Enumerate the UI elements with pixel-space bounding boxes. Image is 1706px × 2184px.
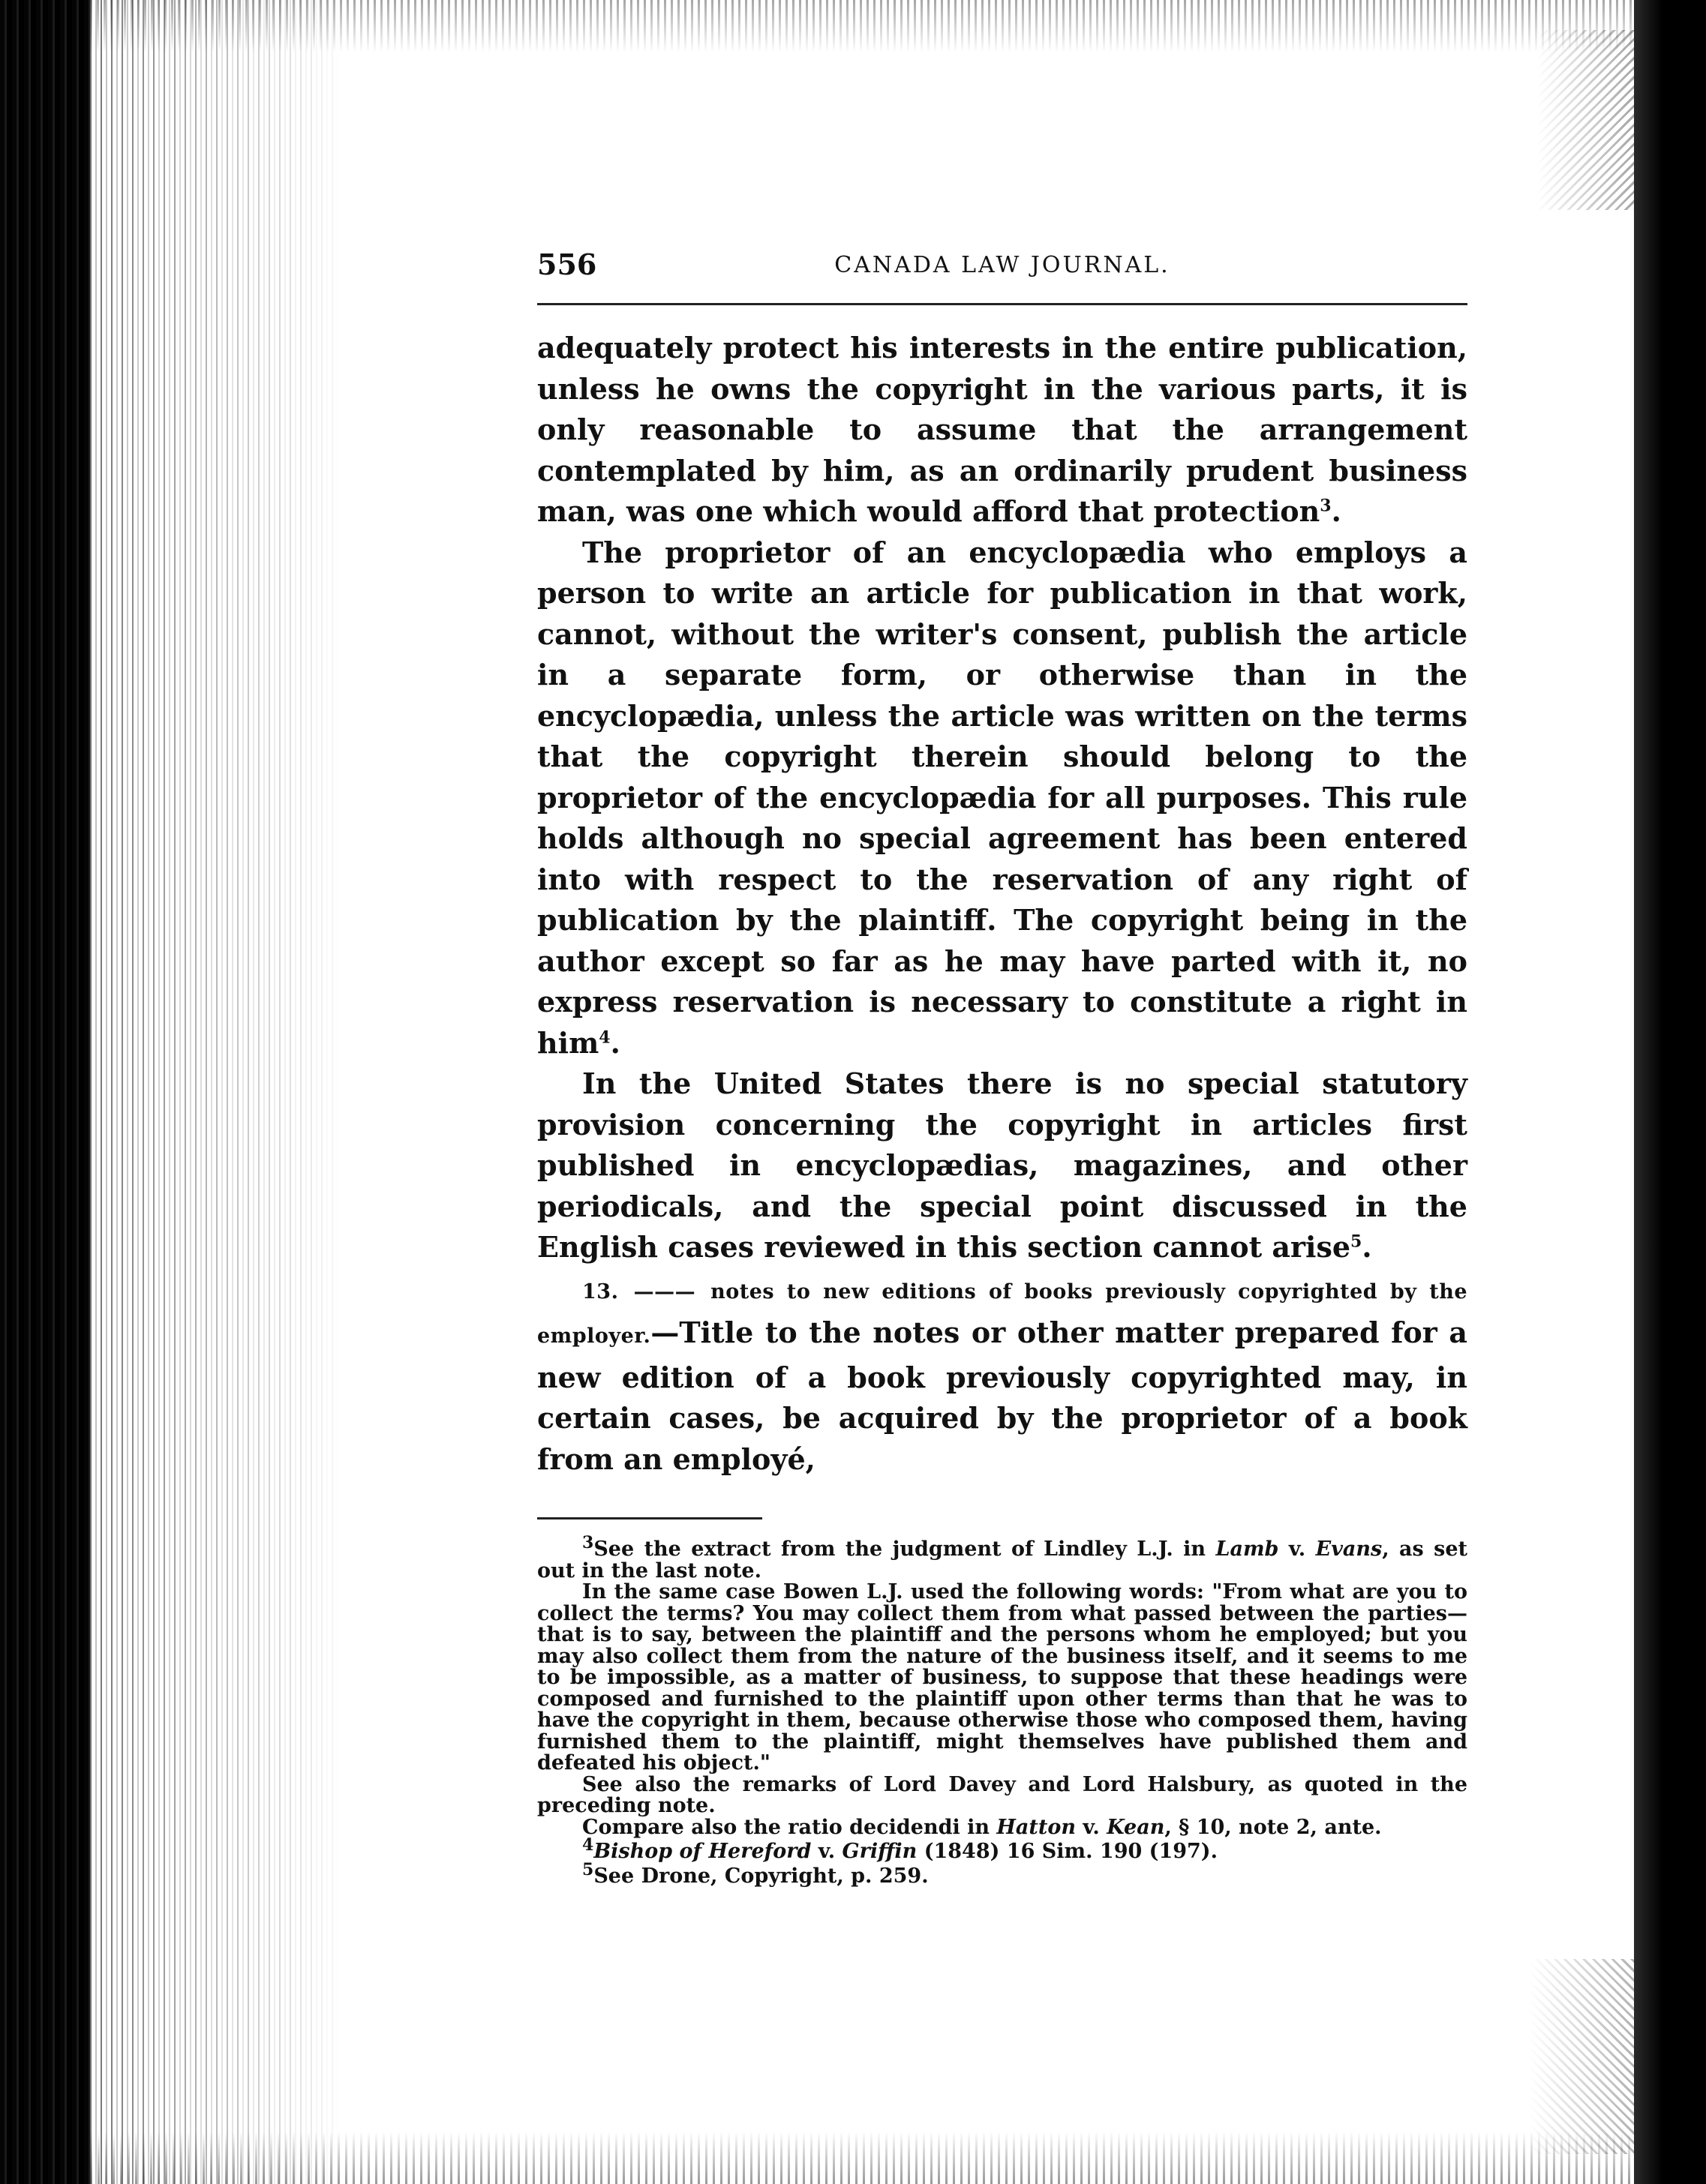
scan-right-border [1634,0,1706,2184]
footnote-ref-3: 3 [1320,496,1332,516]
section-number: 13. [582,1280,619,1304]
footnote-5-mark: 5 [582,1859,594,1880]
footnote-4-v: v. [811,1840,842,1863]
scan-binding-shadow [0,0,90,2184]
section-text: —Title to the notes or other matter prepared for a new edition of a book previously copyrighted may, in certain cases, be acquired by the proprietor of a book from an employé, [537,1316,1467,1476]
footnotes [537,1533,1467,1888]
scan-corner-bottom-noise [1529,1959,1634,2154]
header-rule [537,303,1467,305]
footnote-3-case2: Evans [1315,1538,1383,1561]
footnote-4-case: Bishop of Hereford [593,1840,812,1863]
footnote-3-v: v. [1278,1538,1316,1561]
footnote-4-text: (1848) 16 Sim. 190 (197). [917,1840,1218,1863]
footnote-4 [537,1835,1467,1863]
running-head [537,248,1467,290]
scan-corner-noise [1536,30,1634,210]
paragraph-3-text: In the United States there is no special statutory provision concerning the copyright in articles first published in encyclopædias, magazines, and other periodicals, and the special point discussed in the English cases reviewed in this section cannot arise [537,1066,1467,1264]
paragraph-1: adequately protect his interests in the entire publication, unless he owns the copyright in the various parts, it is only reasonable to assume that the arrangement contemplated by him, as an ordinarily prudent business man, was one which would afford that protection$^3$. [537,331,1467,528]
footnote-rule [537,1517,762,1520]
footnote-3-para-4-v: v. [1076,1815,1107,1839]
footnote-3-para-4-text-a: Compare also the ratio decidendi in [582,1815,997,1839]
footnote-3-para-4-text-b: , § 10, note 2, ante. [1164,1815,1382,1839]
footnote-5 [537,1859,1467,1888]
page-number: 556 [537,248,597,281]
paragraph-2: The proprietor of an encyclopædia who employs a person to write an article for publication in that work, cannot, without the writer's consent, publish the article in a separate form, or otherwise than in the encyclopædia, unless the article was written on the terms that the copyright therein should belong to the proprietor of the encyclopædia for all purposes. This rule holds although no special agreement has been entered into with respect to the reservation of any right of publication by the plaintiff. The copyright being in the author except so far as he may have parted with it, no express reservation is necessary to constitute a right in him$^4$. [537,535,1467,1060]
footnote-ref-4: 4 [599,1027,611,1047]
footnote-3-para-4-case2: Kean [1107,1815,1165,1839]
section-13 [537,1268,1467,1480]
footnote-3-text-b: , as set out in the last note. [537,1538,1467,1582]
footnote-3-para-2: In the same case Bowen L.J. used the following words: "From what are you to collect the terms? You may collect them from what passed between the parties—that is to say, between the plaintiff and the persons whom he employed; but you may also collect them from the nature of the business itself, and it seems to me to be impossible, as a matter of business, to suppose that these headings were composed and furnished to the plaintiff upon other terms than that he was to have the copyright in them, because otherwise those who composed them, having furnished them to the plaintiff, might themselves have published them and defeated his object." [537,1580,1467,1774]
paragraph-1-text: adequately protect his interests in the entire publication, unless he owns the copyright in the various parts, it is only reasonable to assume that the arrangement contemplated by him, as an ordinarily prudent business man, was one which would afford that protection [537,331,1467,528]
footnote-3-text-a: See the extract from the judgment of Lindley L.J. in [593,1538,1216,1561]
book-page [537,248,1467,1887]
footnote-3-para-4-case: Hatton [996,1815,1076,1839]
footnote-ref-5: 5 [1350,1232,1362,1252]
footnote-4-case2: Griffin [842,1840,918,1863]
scan-top-noise [90,0,1634,52]
footnote-3-para-4 [537,1817,1467,1839]
body-text [537,328,1467,1480]
paragraph-2-text: The proprietor of an encyclopædia who employs a person to write an article for publication in that work, cannot, without the writer's consent, publish the article in a separate form, or otherwise than in the encyclopædia, unless the article was written on the terms that the copyright therein should belong to the proprietor of the encyclopædia for all purposes. This rule holds although no special agreement has been entered into with respect to the reservation of any right of publication by the plaintiff. The copyright being in the author except so far as he may have parted with it, no express reservation is necessary to constitute a right in him [537,535,1467,1060]
paragraph-3: In the United States there is no special statutory provision concerning the copyright in articles first published in encyclopædias, magazines, and other periodicals, and the special point discussed in the English cases reviewed in this section cannot arise$^5$. [537,1066,1467,1264]
scan-page-edge-noise [90,0,338,2184]
footnote-5-text: See Drone, Copyright, p. 259. [593,1864,929,1888]
footnote-3-case: Lamb [1215,1538,1279,1561]
scan-bottom-noise [90,2132,1634,2184]
footnote-4-mark: 4 [582,1835,594,1855]
section-title: notes to new editions of books previously copyrighted by the employer. [537,1280,1468,1348]
footnote-3-para-3: See also the remarks of Lord Davey and Lord Halsbury, as quoted in the preceding note. [537,1772,1467,1817]
footnote-3 [537,1533,1467,1582]
footnote-3-mark: 3 [582,1533,594,1552]
journal-title: CANADA LAW JOURNAL. [834,252,1170,278]
section-dash: ——— [633,1280,696,1304]
